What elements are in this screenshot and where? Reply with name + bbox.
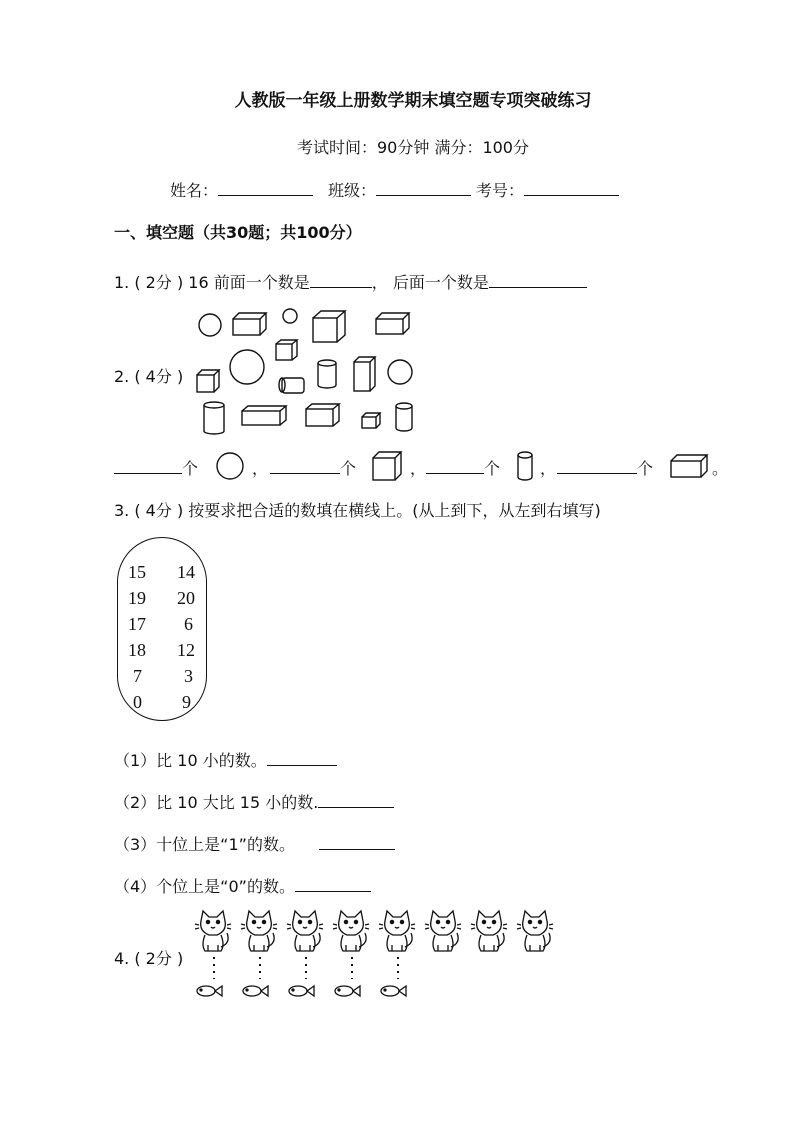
number-field <box>476 178 619 201</box>
unit-text: 个 <box>484 459 501 478</box>
q3-sub4 <box>114 874 371 897</box>
fish-icon <box>335 986 360 996</box>
q3-sub2-text: （2）比 10 大比 15 小的数. <box>114 793 319 812</box>
fish-icon <box>381 986 406 996</box>
question-3-label: 3. ( 4分 ) 按要求把合适的数填在横线上。(从上到下，从左到右填写) <box>114 501 601 520</box>
name-label: 姓名： <box>170 181 219 200</box>
cube-icon <box>370 450 404 482</box>
q3-sub3-text: （3）十位上是“1”的数。 <box>114 835 295 854</box>
cuboid-shape <box>376 313 409 334</box>
unit-text: 个 <box>182 459 199 478</box>
sphere-shape <box>388 360 412 384</box>
exam-subtitle: 考试时间：90分钟 满分：100分 <box>297 138 529 157</box>
cuboid-shape <box>233 313 266 335</box>
shapes-picture <box>190 305 420 440</box>
sphere-shape <box>283 309 297 323</box>
sphere-icon <box>214 451 246 481</box>
cat-icon <box>287 911 323 951</box>
name-field <box>170 178 313 201</box>
cylinder-shape <box>396 403 412 431</box>
class-label: 班级： <box>328 181 377 200</box>
q3-sub4-blank[interactable] <box>295 877 371 892</box>
cube-shape <box>197 370 219 392</box>
cuboid-shape <box>242 406 286 425</box>
q3-sub2-blank[interactable] <box>318 793 394 808</box>
sphere-shape <box>230 350 264 384</box>
cat-icon <box>425 911 461 951</box>
cylinder-count-blank[interactable] <box>426 459 484 474</box>
cube-shape <box>362 413 380 428</box>
q1-blank-after[interactable] <box>489 273 587 288</box>
q2-comma: ， <box>410 459 427 478</box>
cuboid-count-blank[interactable] <box>557 459 637 474</box>
fish-icon <box>197 986 222 996</box>
oval-number: 3 <box>184 666 193 686</box>
cat-icon <box>333 911 369 951</box>
sphere-shape <box>199 314 221 336</box>
q1-blank-before[interactable] <box>310 273 372 288</box>
cuboid-shape <box>354 357 375 391</box>
section-title: 一、填空题（共30题；共100分） <box>114 223 362 242</box>
fish-icon <box>289 986 314 996</box>
q2-period: 。 <box>712 459 729 478</box>
q1-mid: ， 后面一个数是 <box>371 273 489 292</box>
oval-number: 12 <box>177 640 195 660</box>
oval-number: 14 <box>177 562 195 582</box>
unit-text: 个 <box>340 459 357 478</box>
oval-number: 0 <box>133 692 142 712</box>
oval-number: 9 <box>182 692 191 712</box>
fish-icon <box>243 986 268 996</box>
q4-label: 4. ( 2分 ) <box>114 949 184 968</box>
cat-icon <box>241 911 277 951</box>
sphere-count-blank[interactable] <box>114 459 182 474</box>
oval-number: 6 <box>184 614 193 634</box>
cube-count-blank[interactable] <box>270 459 340 474</box>
q2-label: 2. ( 4分 ) <box>114 367 184 386</box>
q2-answer-line <box>114 456 198 479</box>
cylinder-icon <box>514 450 536 482</box>
q3-sub1-text: （1）比 10 小的数。 <box>114 751 267 770</box>
q3-sub4-text: （4）个位上是“0”的数。 <box>114 877 295 896</box>
cat-icon <box>195 911 231 951</box>
q3-sub3-blank[interactable] <box>319 835 395 850</box>
cylinder-shape <box>204 402 224 434</box>
q2-comma: ， <box>540 459 557 478</box>
cat-icon <box>517 911 553 951</box>
q3-sub1 <box>114 748 337 771</box>
oval-number: 18 <box>128 640 146 660</box>
class-blank[interactable] <box>376 181 471 196</box>
oval-number: 19 <box>128 588 146 608</box>
q3-sub1-blank[interactable] <box>267 751 337 766</box>
class-field <box>328 178 471 201</box>
unit-text: 个 <box>637 459 654 478</box>
oval-number: 17 <box>128 614 146 634</box>
name-blank[interactable] <box>218 181 313 196</box>
question-1 <box>114 270 587 293</box>
cube-shape <box>276 340 297 360</box>
cylinder-shape <box>279 378 304 393</box>
q3-sub2 <box>114 790 394 813</box>
cat-icon <box>471 911 507 951</box>
cuboid-shape <box>306 404 339 426</box>
cube-shape <box>313 311 345 342</box>
oval-number: 7 <box>133 666 142 686</box>
cuboid-icon <box>668 452 710 480</box>
page-title: 人教版一年级上册数学期末填空题专项突破练习 <box>234 91 592 111</box>
oval-number: 15 <box>128 562 146 582</box>
cylinder-shape <box>318 360 336 388</box>
cats-fish-picture <box>190 905 560 1005</box>
number-blank[interactable] <box>524 181 619 196</box>
oval-number: 20 <box>177 588 195 608</box>
cat-icon <box>379 911 415 951</box>
q2-comma: ， <box>252 459 269 478</box>
q1-label: 1. ( 2分 ) 16 前面一个数是 <box>114 273 310 292</box>
number-label: 考号： <box>476 181 525 200</box>
q3-sub3 <box>114 832 395 855</box>
